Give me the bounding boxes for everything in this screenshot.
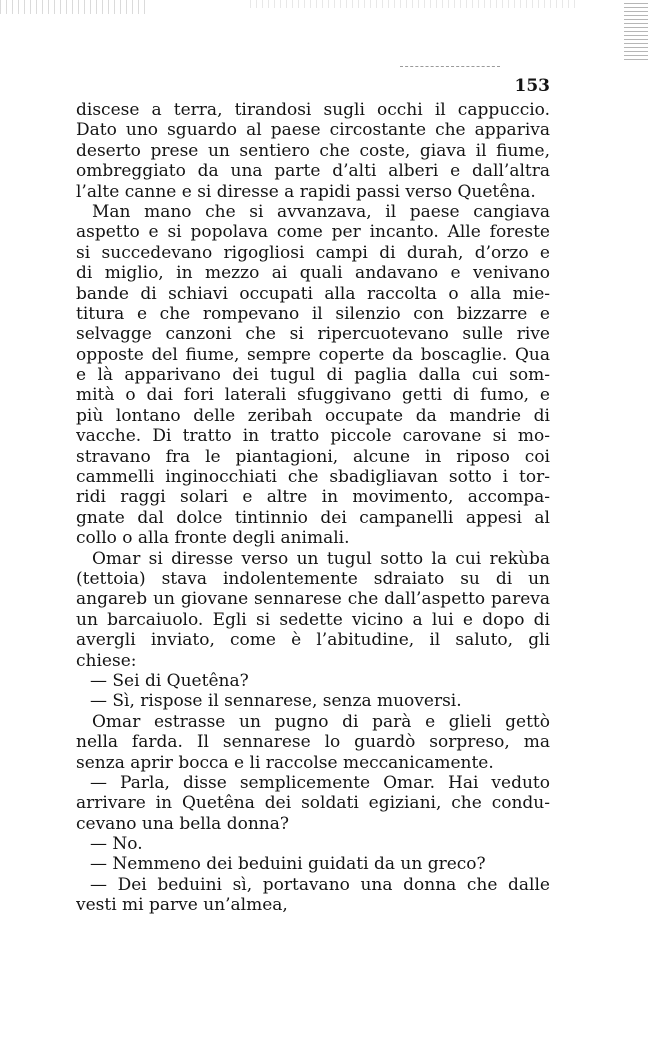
text-line: — Sei di Quetêna? [90, 670, 249, 691]
text-line: collo o alla fronte degli animali. [76, 528, 350, 549]
text-line: vacche. Di tratto in tratto piccole carovane si mo- [76, 426, 550, 447]
text-line: di miglio, in mezzo ai quali andavano e venivano [76, 263, 550, 284]
text-line: ombreggiato da una parte d’alti alberi e dall’altra [76, 161, 550, 182]
text-line: — Parla, disse semplicemente Omar. Hai veduto [90, 772, 550, 793]
text-line: titura e che rompevano il silenzio con bizzarre e [76, 303, 550, 324]
text-line: ridi raggi solari e altre in movimento, accompa- [76, 487, 550, 508]
text-line: gnate dal dolce tintinnio dei campanelli appesi al [76, 507, 550, 528]
text-line: arrivare in Quetêna dei soldati egiziani, che condu- [76, 793, 550, 814]
text-line: Man mano che si avvanzava, il paese cangiava [92, 201, 550, 222]
text-line: più lontano delle zeribah occupate da mandrie di [76, 405, 550, 426]
text-line: vesti mi parve un’almea, [76, 895, 288, 916]
text-line: bande di schiavi occupati alla raccolta o alla mie- [76, 283, 550, 304]
text-line: avergli inviato, come è l’abitudine, il saluto, gli [76, 630, 550, 651]
text-line: Omar si diresse verso un tugul sotto la cui rekùba [92, 548, 550, 569]
text-line: aspetto e si popolava come per incanto. Alle foreste [76, 222, 550, 243]
text-line: cevano una bella donna? [76, 813, 289, 834]
text-line: — No. [90, 834, 143, 855]
page-edge-stain [624, 0, 648, 60]
text-line: angareb un giovane sennarese che dall’aspetto pareva [76, 589, 550, 610]
text-line: opposte del fiume, sempre coperte da boscaglie. Qua [76, 344, 550, 365]
text-line: Omar estrasse un pugno di parà e glieli gettò [92, 711, 550, 732]
text-line: stravano fra le piantagioni, alcune in riposo coi [76, 446, 550, 467]
text-line: selvagge canzoni che si ripercuotevano sulle rive [76, 324, 550, 345]
text-line: l’alte canne e si diresse a rapidi passi verso Quetêna. [76, 181, 536, 202]
text-line: si succedevano rigogliosi campi di durah, d’orzo e [76, 242, 550, 263]
text-line: nella farda. Il sennarese lo guardò sorpreso, ma [76, 732, 550, 753]
print-speckle [0, 0, 150, 14]
text-line: chiese: [76, 650, 137, 671]
text-line: — Sì, rispose il sennarese, senza muoversi. [90, 691, 462, 712]
header-rule [400, 66, 500, 67]
text-line: cammelli inginocchiati che sbadigliavan sotto i tor- [76, 467, 550, 488]
page-text [76, 100, 550, 916]
text-line: — Dei beduini sì, portavano una donna che dalle [90, 874, 550, 895]
text-line: e là apparivano dei tugul di paglia dalla cui som- [76, 365, 550, 386]
text-line: Dato uno sguardo al paese circostante che appariva [76, 120, 550, 141]
text-line: mità o dai fori laterali sfuggivano getti di fumo, e [76, 385, 550, 406]
text-line: (tettoia) stava indolentemente sdraiato su di un [76, 568, 550, 589]
page-number: 153 [514, 76, 550, 96]
text-line: discese a terra, tirandosi sugli occhi il cappuccio. [76, 100, 550, 120]
text-line: senza aprir bocca e li raccolse meccanicamente. [76, 752, 494, 773]
print-speckle [250, 0, 580, 8]
text-line: — Nemmeno dei beduini guidati da un greco? [90, 854, 486, 875]
text-line: deserto prese un sentiero che coste, giava il fiume, [76, 140, 550, 161]
text-line: un barcaiuolo. Egli si sedette vicino a lui e dopo di [76, 609, 550, 630]
